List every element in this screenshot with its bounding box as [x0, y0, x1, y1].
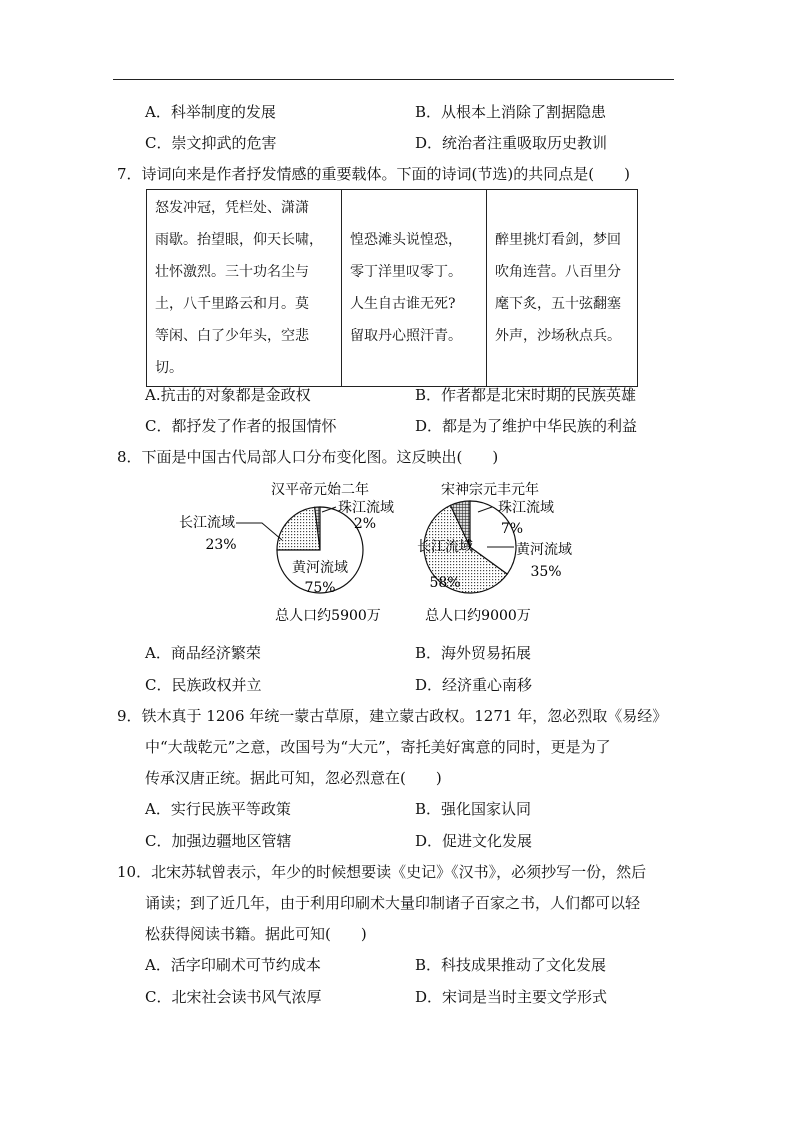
poem-line: 麾下炙，五十弦翻塞: [495, 296, 621, 312]
q10-stem-line-3: 松获得阅读书籍。据此可知( ): [145, 925, 367, 943]
q8-stem: 8．下面是中国古代局部人口分布变化图。这反映出( ): [117, 448, 499, 466]
poem-line: 人生自古谁无死?: [350, 296, 456, 312]
pie-value: 35%: [530, 564, 562, 580]
pie-slice-1-2: [277, 507, 320, 550]
pie-label: 长江流域: [179, 515, 235, 531]
poem-line: 切。: [155, 360, 183, 376]
q7-option-d: D．都是为了维护中华民族的利益: [415, 417, 638, 435]
q9-option-b: B．强化国家认同: [415, 800, 532, 818]
pie-label: 珠江流域: [498, 500, 554, 516]
pie-value: 23%: [205, 537, 237, 553]
poem-line: 土，八千里路云和月。莫: [155, 296, 309, 312]
poem-line: 吹角连营。八百里分: [495, 264, 621, 280]
q10-option-a: A．活字印刷术可节约成本: [145, 956, 321, 974]
poem-line: 惶恐滩头说惶恐，: [350, 232, 462, 248]
q6-option-a: A．科举制度的发展: [145, 103, 276, 121]
q7-option-a: A.抗击的对象都是金政权: [145, 386, 311, 404]
q9-stem-line-2: 中“大哉乾元”之意，改国号为“大元”，寄托美好寓意的同时，更是为了: [145, 738, 611, 756]
poem-line: 壮怀激烈。三十功名尘与: [155, 264, 309, 280]
q6-option-d: D．统治者注重吸取历史教训: [415, 134, 608, 152]
q10-stem-line-2: 诵读；到了近几年，由于利用印刷术大量印制诸子百家之书，人们都可以轻: [145, 894, 641, 912]
q9-option-a: A．实行民族平等政策: [145, 800, 291, 818]
q9-option-c: C．加强边疆地区管辖: [145, 832, 292, 850]
q10-option-b: B．科技成果推动了文化发展: [415, 956, 607, 974]
poem-line: 留取丹心照汗青。: [350, 328, 462, 344]
q9-stem-line-1: 9．铁木真于 1206 年统一蒙古草原，建立蒙古政权。1271 年，忽必烈取《易经》: [117, 707, 668, 725]
poem-line: 醉里挑灯看剑，梦回: [495, 232, 621, 248]
q7-option-c: C．都抒发了作者的报国情怀: [145, 417, 337, 435]
pie-title: 宋神宗元丰元年: [441, 482, 539, 498]
q6-option-b: B．从根本上消除了割据隐患: [415, 103, 607, 121]
q9-stem-line-3: 传承汉唐正统。据此可知，忽必烈意在( ): [145, 769, 442, 787]
q8-option-b: B．海外贸易拓展: [415, 644, 532, 662]
pie-label: 珠江流域: [338, 500, 394, 516]
q6-option-c: C．崇文抑武的危害: [145, 134, 277, 152]
pie-value: 2%: [353, 516, 377, 532]
q7-stem: 7．诗词向来是作者抒发情感的重要载体。下面的诗词(节选)的共同点是( ): [117, 165, 630, 183]
q10-option-c: C．北宋社会读书风气浓厚: [145, 988, 322, 1006]
q10-option-d: D．宋词是当时主要文学形式: [415, 988, 608, 1006]
poem-line: 零丁洋里叹零丁。: [350, 264, 462, 280]
pie-value: 7%: [500, 521, 524, 537]
pie-label: 黄河流域: [292, 560, 348, 576]
poem-line: 雨歇。抬望眼，仰天长啸，: [155, 232, 323, 248]
poem-line: 怒发冲冠，凭栏处、潇潇: [155, 200, 309, 216]
q9-option-d: D．促进文化发展: [415, 832, 533, 850]
pie-label: 黄河流域: [516, 542, 572, 558]
q7-option-b: B．作者都是北宋时期的民族英雄: [415, 386, 637, 404]
q10-stem-line-1: 10．北宋苏轼曾表示，年少的时候想要读《史记》《汉书》，必须抄写一份，然后: [117, 863, 647, 881]
q8-option-a: A．商品经济繁荣: [145, 644, 261, 662]
poem-line: 外声，沙场秋点兵。: [495, 328, 621, 344]
poem-line: 等闲、白了少年头，空悲: [155, 328, 309, 344]
pie-value: 58%: [429, 575, 461, 591]
q8-option-c: C．民族政权并立: [145, 676, 262, 694]
pie-value: 75%: [304, 580, 336, 596]
pie-label: 长江流域: [417, 539, 473, 555]
pie-title: 汉平帝元始二年: [271, 482, 369, 498]
q8-option-d: D．经济重心南移: [415, 676, 533, 694]
pie-footer: 总人口约5900万: [275, 608, 381, 624]
pie-footer: 总人口约9000万: [425, 608, 531, 624]
